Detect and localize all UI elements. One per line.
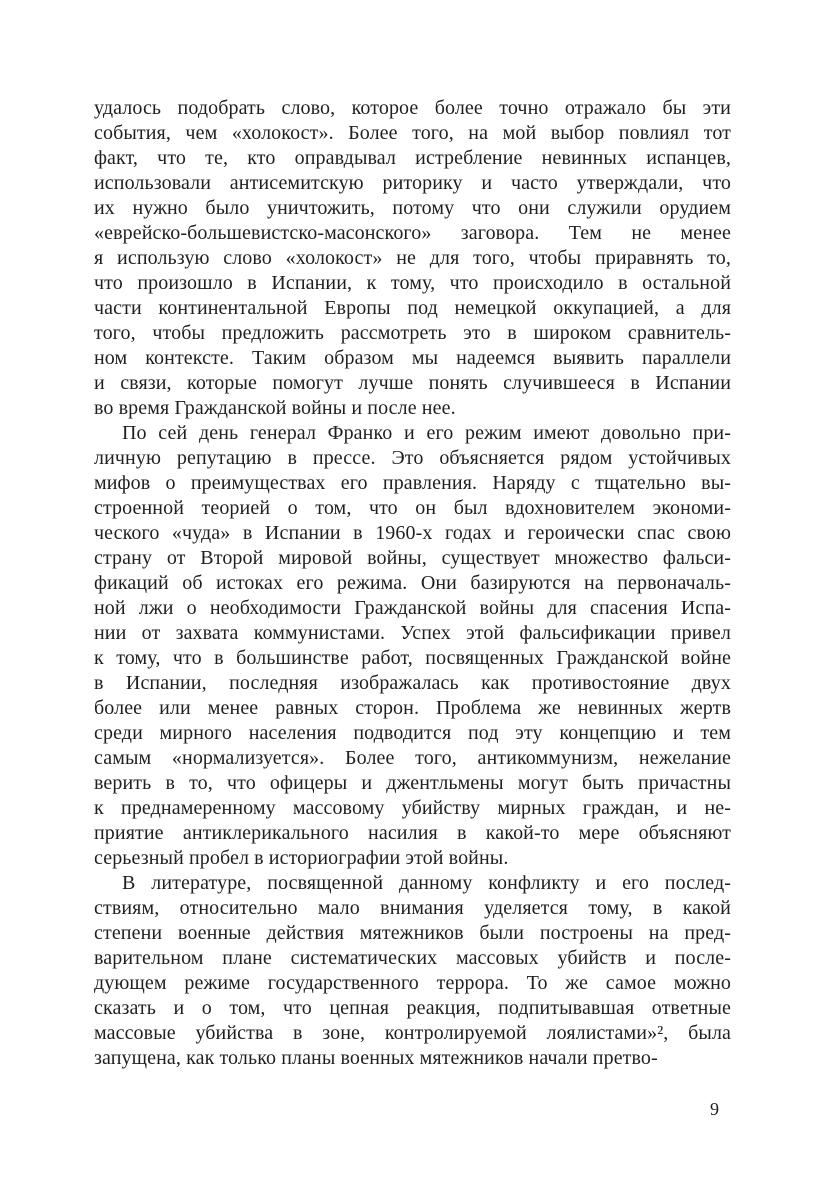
text-line: среди мирного населения подводится под эту концепцию и тем <box>94 722 731 744</box>
text-line: части континентальной Европы под немецкой оккупацией, а для <box>94 297 731 319</box>
text-line: того, чтобы предложить рассмотреть это в широком сравнитель- <box>94 322 731 344</box>
text-line: ческого «чуда» в Испании в 1960-х годах и героически спас свою <box>94 522 731 544</box>
text-line: «еврейско-большевистско-масонского» заговора. Тем не менее <box>94 222 731 244</box>
text-line: удалось подобрать слово, которое более точно отражало бы эти <box>94 97 731 119</box>
text-block <box>94 96 731 1071</box>
text-line: серьезный пробел в историографии этой войны. <box>94 847 509 869</box>
text-line: строенной теорией о том, что он был вдохновителем экономи- <box>94 497 731 519</box>
text-line: мифов о преимуществах его правления. Наряду с тщательно вы- <box>94 472 731 494</box>
text-line: степени военные действия мятежников были построены на пред- <box>94 922 731 944</box>
text-line: и связи, которые помогут лучше понять случившееся в Испании <box>94 372 731 394</box>
text-line: верить в то, что офицеры и джентльмены могут быть причастны <box>94 772 731 794</box>
text-line: приятие антиклерикального насилия в какой-то мере объясняют <box>94 822 731 844</box>
text-line: что произошло в Испании, к тому, что происходило в остальной <box>94 272 731 294</box>
paragraph <box>94 96 731 421</box>
text-line: самым «нормализуется». Более того, антикоммунизм, нежелание <box>94 747 731 769</box>
text-line: массовые убийства в зоне, контролируемой лоялистами»², была <box>94 1022 731 1044</box>
text-line: события, чем «холокост». Более того, на мой выбор повлиял тот <box>94 122 731 144</box>
text-line: ной лжи о необходимости Гражданской войны для спасения Испа- <box>94 597 731 619</box>
text-line: во время Гражданской войны и после нее. <box>94 397 456 419</box>
paragraph <box>94 871 731 1071</box>
text-line: я использую слово «холокост» не для того, чтобы приравнять то, <box>94 247 731 269</box>
text-line: запущена, как только планы военных мятежников начали претво- <box>94 1047 658 1069</box>
text-line: личную репутацию в прессе. Это объясняется рядом устойчивых <box>94 447 731 469</box>
text-line: использовали антисемитскую риторику и часто утверждали, что <box>94 172 731 194</box>
text-line: факт, что те, кто оправдывал истребление невинных испанцев, <box>94 147 731 169</box>
text-line: В литературе, посвященной данному конфликту и его послед- <box>122 872 731 894</box>
text-line: варительном плане систематических массовых убийств и после- <box>94 947 731 969</box>
text-line: ствиям, относительно мало внимания уделяется тому, в какой <box>94 897 731 919</box>
page-number: 9 <box>710 1099 719 1119</box>
paragraph <box>94 421 731 871</box>
text-line: По сей день генерал Франко и его режим имеют довольно при- <box>122 422 731 444</box>
text-line: сказать и о том, что цепная реакция, подпитывавшая ответные <box>94 997 731 1019</box>
text-line: дующем режиме государственного террора. То же самое можно <box>94 972 731 994</box>
text-line: в Испании, последняя изображалась как противостояние двух <box>94 672 731 694</box>
text-line: нии от захвата коммунистами. Успех этой фальсификации привел <box>94 622 731 644</box>
text-line: к тому, что в большинстве работ, посвященных Гражданской войне <box>94 647 731 669</box>
text-line: их нужно было уничтожить, потому что они служили орудием <box>94 197 731 219</box>
text-line: страну от Второй мировой войны, существует множество фальси- <box>94 547 731 569</box>
text-line: фикаций об истоках его режима. Они базируются на первоначаль- <box>94 572 731 594</box>
text-line: более или менее равных сторон. Проблема же невинных жертв <box>94 697 731 719</box>
text-line: ном контексте. Таким образом мы надеемся выявить параллели <box>94 347 731 369</box>
text-line: к преднамеренному массовому убийству мирных граждан, и не- <box>94 797 731 819</box>
